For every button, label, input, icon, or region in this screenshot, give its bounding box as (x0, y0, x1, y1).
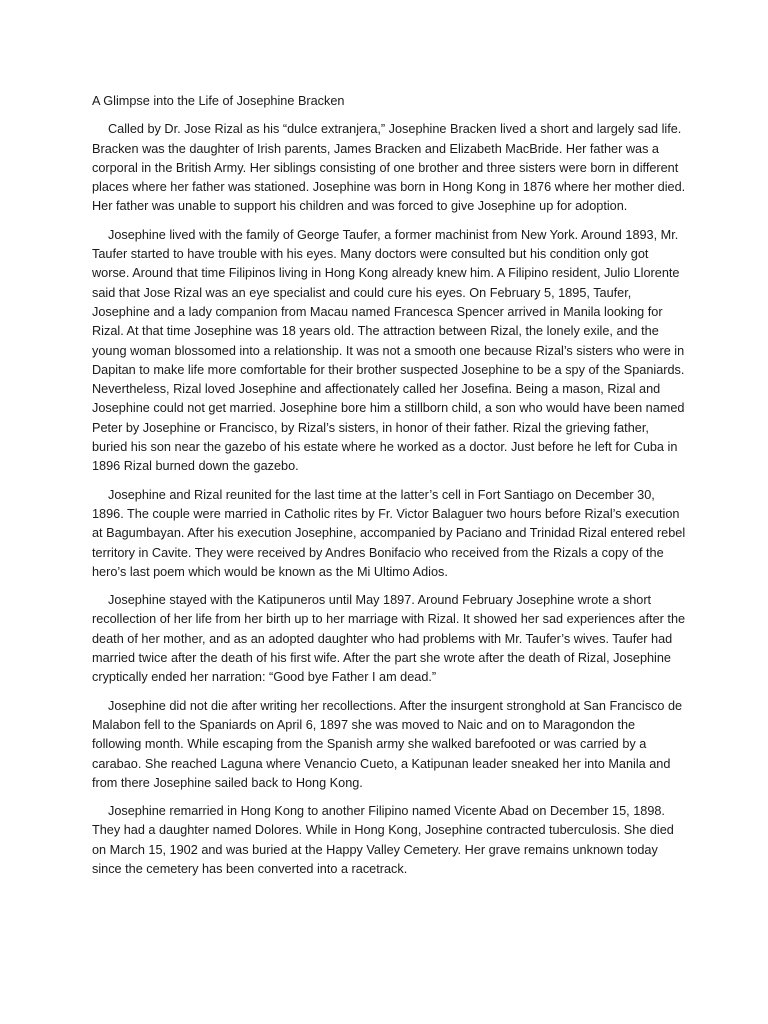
document-body (92, 92, 686, 888)
paragraph-1: Called by Dr. Jose Rizal as his “dulce extranjera,” Josephine Bracken lived a short and largely sad life. Bracken was the daughter of Irish parents, James Bracken and Elizabeth MacBride. Her father was a corporal in the British Army. Her siblings consisting of one brother and three sisters were born in different places where her father was stationed. Josephine was born in Hong Kong in 1876 where her mother died. Her father was unable to support his children and was forced to give Josephine up for adoption. (92, 122, 686, 214)
paragraph-3: Josephine and Rizal reunited for the last time at the latter’s cell in Fort Santiago on December 30, 1896. The couple were married in Catholic rites by Fr. Victor Balaguer two hours before Rizal’s execution at Bagumbayan. After his execution Josephine, accompanied by Paciano and Trinidad Rizal entered rebel territory in Cavite. They were received by Andres Bonifacio who received from the Rizals a copy of the hero’s last poem which would be known as the Mi Ultimo Adios. (92, 487, 686, 579)
paragraph-5: Josephine did not die after writing her recollections. After the insurgent stronghold at San Francisco de Malabon fell to the Spaniards on April 6, 1897 she was moved to Naic and on to Maragondon the following month. While escaping from the Spanish army she walked barefooted or was carried by a carabao. She reached Laguna where Venancio Cueto, a Katipunan leader sneaked her into Manila and from there Josephine sailed back to Hong Kong. (92, 698, 683, 790)
document-title: A Glimpse into the Life of Josephine Bracken (92, 94, 345, 108)
paragraph-2: Josephine lived with the family of George Taufer, a former machinist from New York. Around 1893, Mr. Taufer started to have trouble with his eyes. Many doctors were consulted but his condition only got worse. Around that time Filipinos living in Hong Kong already knew him. A Filipino resident, Julio Llorente said that Jose Rizal was an eye specialist and could cure his eyes. On February 5, 1895, Taufer, Josephine and a lady companion from Macau named Francesca Spencer arrived in Manila looking for Rizal. At that time Josephine was 18 years old. The attraction between Rizal, the lonely exile, and the young woman blossomed into a relationship. It was not a smooth one because Rizal’s sisters who were in Dapitan to make life more comfortable for their brother suspected Josephine to be a spy of the Spaniards. Nevertheless, Rizal loved Josephine and affectionately called her Josefina. Being a mason, Rizal and Josephine could not get married. Josephine bore him a stillborn child, a son who would have been named Peter by Josephine or Francisco, by Rizal’s sisters, in honor of their father. Rizal the grieving father, buried his son near the gazebo of his estate where he worked as a doctor. Just before he left for Cuba in 1896 Rizal burned down the gazebo. (92, 227, 685, 474)
paragraph-4: Josephine stayed with the Katipuneros until May 1897. Around February Josephine wrote a short recollection of her life from her birth up to her marriage with Rizal. It showed her sad experiences after the death of her mother, and as an adopted daughter who had problems with Mr. Taufer’s wives. Taufer had married twice after the death of his first wife. After the part she wrote after the death of Rizal, Josephine cryptically ended her narration: “Good bye Father I am dead.” (92, 593, 686, 685)
paragraph-6: Josephine remarried in Hong Kong to another Filipino named Vicente Abad on December 15, 1898. They had a daughter named Dolores. While in Hong Kong, Josephine contracted tuberculosis. She died on March 15, 1902 and was buried at the Happy Valley Cemetery. Her grave remains unknown today since the cemetery has been converted into a racetrack. (92, 804, 674, 876)
